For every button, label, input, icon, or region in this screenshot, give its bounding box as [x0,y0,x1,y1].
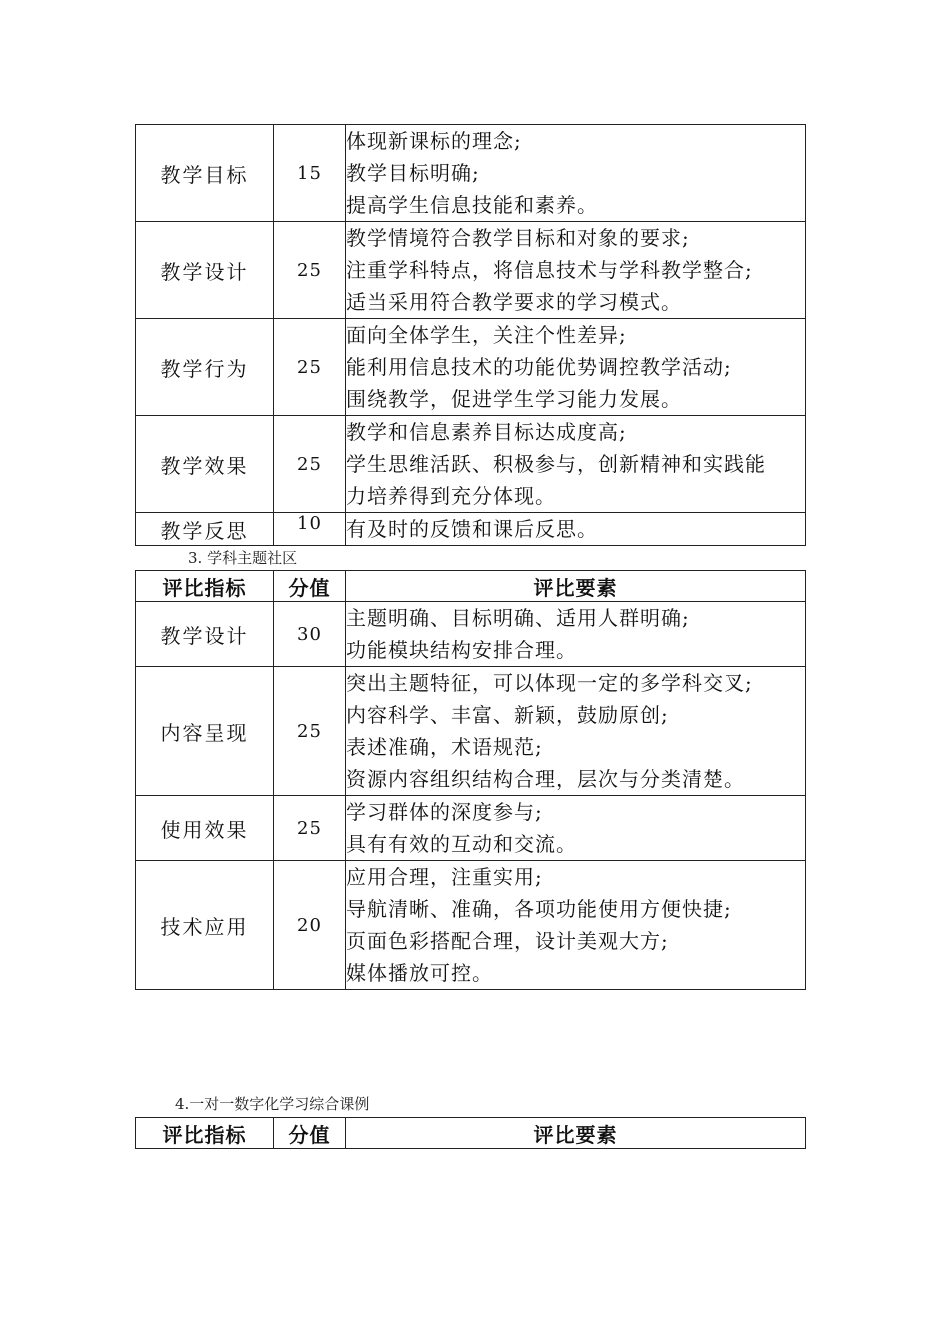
requirement-line: 内容科学、丰富、新颖，鼓励原创; [346,703,669,727]
indicator-cell: 教学目标 [136,125,274,222]
section-caption: 4.一对一数字化学习综合课例 [175,1095,370,1113]
score-cell: 25 [274,796,346,861]
table-row [136,796,806,861]
section-caption: 3. 学科主题社区 [188,549,298,567]
requirements-cell [346,222,806,319]
requirement-line: 资源内容组织结构合理，层次与分类清楚。 [346,767,745,791]
table-row [136,513,806,546]
requirements-cell [346,602,806,667]
requirement-line: 有及时的反馈和课后反思。 [346,517,598,541]
indicator-cell: 教学效果 [136,416,274,513]
requirement-line: 能利用信息技术的功能优势调控教学活动; [346,355,732,379]
requirement-line: 主题明确、目标明确、适用人群明确; [346,606,690,630]
table-row [136,222,806,319]
header-elements: 评比要素 [346,1118,806,1149]
requirements-cell [346,861,806,990]
header-indicator: 评比指标 [136,1118,274,1149]
requirements-cell [346,319,806,416]
requirement-line: 教学和信息素养目标达成度高; [346,420,627,444]
requirement-line: 学生思维活跃、积极参与，创新精神和实践能 [346,452,766,476]
requirement-line: 注重学科特点，将信息技术与学科教学整合; [346,258,753,282]
requirement-line: 教学情境符合教学目标和对象的要求; [346,226,690,250]
requirement-line: 页面色彩搭配合理，设计美观大方; [346,929,669,953]
requirements-cell [346,667,806,796]
evaluation-table-teaching [135,124,806,546]
score-cell: 15 [274,125,346,222]
header-score: 分值 [274,1118,346,1149]
requirement-line: 表述准确，术语规范; [346,735,543,759]
score-cell: 25 [274,667,346,796]
requirements-cell [346,125,806,222]
requirement-line: 导航清晰、准确，各项功能使用方便快捷; [346,897,732,921]
indicator-cell: 技术应用 [136,861,274,990]
table-row [136,416,806,513]
header-elements: 评比要素 [346,571,806,602]
requirement-line: 突出主题特征，可以体现一定的多学科交叉; [346,671,753,695]
requirements-cell [346,796,806,861]
indicator-cell: 内容呈现 [136,667,274,796]
evaluation-table-one-to-one [135,1117,806,1149]
evaluation-table-subject-community [135,570,806,990]
indicator-cell: 教学反思 [136,513,274,546]
table-row [136,861,806,990]
indicator-cell: 教学设计 [136,602,274,667]
requirement-line: 应用合理，注重实用; [346,865,543,889]
table-header-row [136,1118,806,1149]
table-row [136,602,806,667]
requirement-line: 面向全体学生，关注个性差异; [346,323,627,347]
requirement-line: 教学目标明确; [346,161,480,185]
requirement-line: 体现新课标的理念; [346,129,522,153]
score-cell: 25 [274,416,346,513]
requirement-line: 媒体播放可控。 [346,961,493,985]
table-header-row [136,571,806,602]
table-row [136,667,806,796]
indicator-cell: 教学设计 [136,222,274,319]
requirements-cell [346,513,806,546]
requirements-cell [346,416,806,513]
indicator-cell: 教学行为 [136,319,274,416]
score-cell: 10 [274,513,346,546]
table-row [136,319,806,416]
header-score: 分值 [274,571,346,602]
score-cell: 25 [274,222,346,319]
score-cell: 30 [274,602,346,667]
table-row [136,125,806,222]
requirement-line: 提高学生信息技能和素养。 [346,193,598,217]
score-cell: 25 [274,319,346,416]
requirement-line: 具有有效的互动和交流。 [346,832,577,856]
requirement-line: 学习群体的深度参与; [346,800,543,824]
header-indicator: 评比指标 [136,571,274,602]
requirement-line: 适当采用符合教学要求的学习模式。 [346,290,682,314]
requirement-line: 功能模块结构安排合理。 [346,638,577,662]
score-cell: 20 [274,861,346,990]
requirement-line: 力培养得到充分体现。 [346,484,556,508]
requirement-line: 围绕教学，促进学生学习能力发展。 [346,387,682,411]
indicator-cell: 使用效果 [136,796,274,861]
